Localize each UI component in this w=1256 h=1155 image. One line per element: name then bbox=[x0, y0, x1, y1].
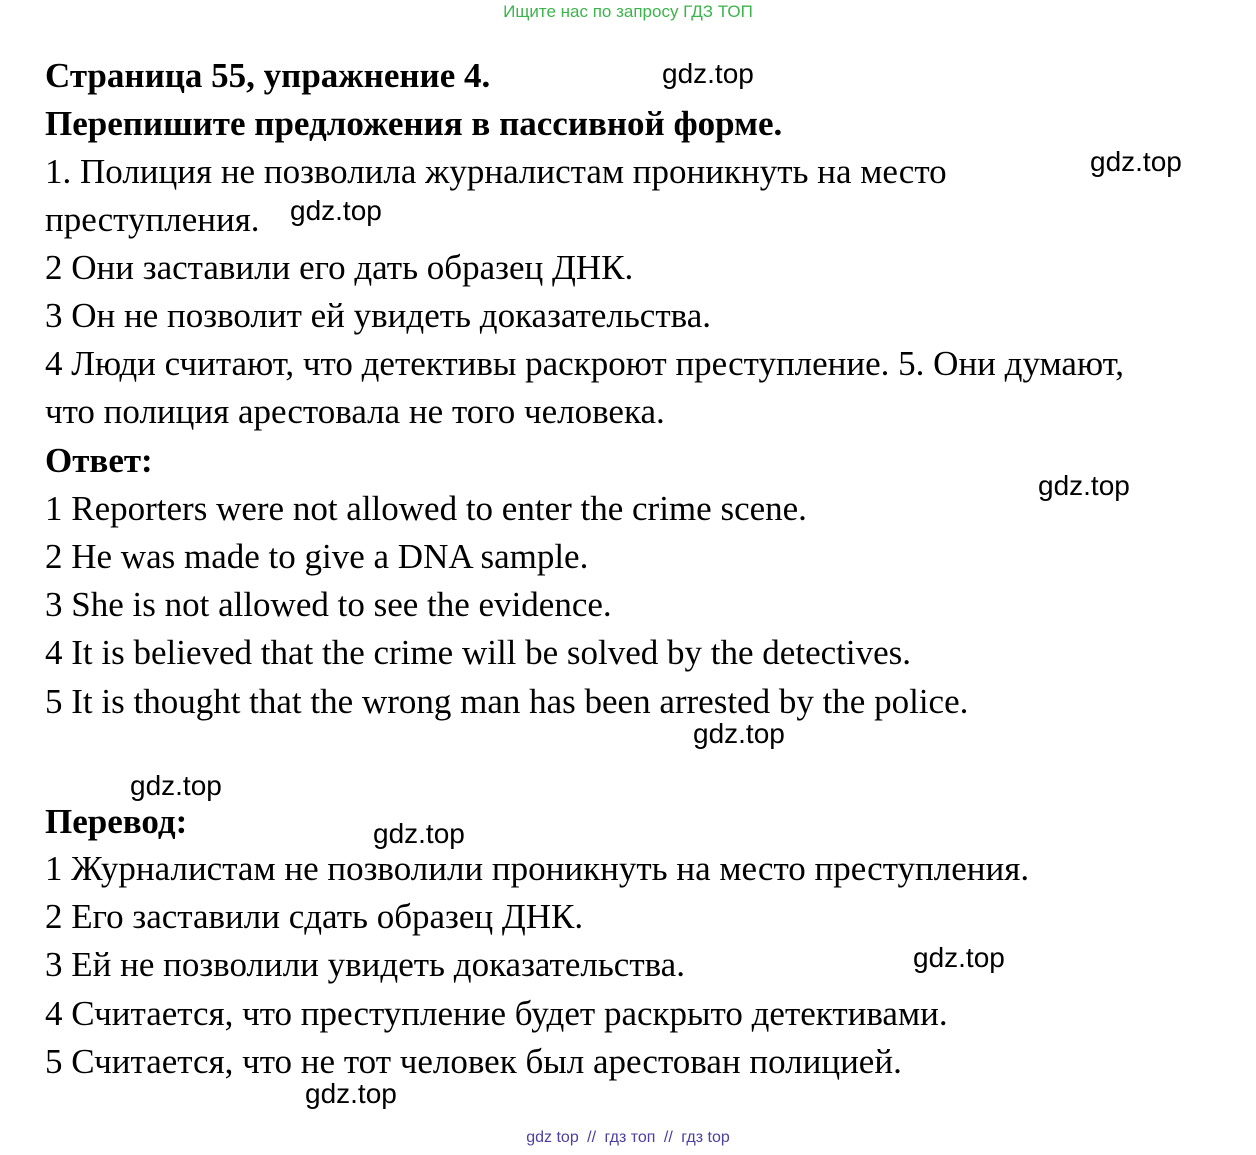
footer-separator: // bbox=[587, 1129, 597, 1146]
answer-line: 1 Reporters were not allowed to enter the crime scene. bbox=[45, 489, 807, 528]
watermark: gdz.top bbox=[305, 1078, 397, 1109]
task-line: 4 Люди считают, что детективы раскроют преступление. 5. Они думают, bbox=[45, 344, 1125, 383]
footer-link[interactable]: гдз top bbox=[681, 1129, 730, 1146]
footer-link[interactable]: gdz top bbox=[526, 1129, 579, 1146]
task-line: 3 Он не позволит ей увидеть доказательства. bbox=[45, 296, 711, 335]
footer-links bbox=[0, 1129, 1256, 1147]
answer-heading: Ответ: bbox=[45, 441, 153, 480]
task-line: преступления. bbox=[45, 200, 260, 239]
page-title: Страница 55, упражнение 4. bbox=[45, 56, 491, 95]
answer-line: 5 It is thought that the wrong man has been arrested by the police. bbox=[45, 682, 969, 721]
footer-link[interactable]: гдз топ bbox=[604, 1129, 656, 1146]
watermark: gdz.top bbox=[913, 942, 1005, 973]
translation-line: 1 Журналистам не позволили проникнуть на место преступления. bbox=[45, 849, 1030, 888]
translation-line: 2 Его заставили сдать образец ДНК. bbox=[45, 897, 584, 936]
task-line: что полиция арестовала не того человека. bbox=[45, 392, 665, 431]
watermark: gdz.top bbox=[130, 770, 222, 801]
footer-separator: // bbox=[663, 1129, 673, 1146]
task-line: 2 Они заставили его дать образец ДНК. bbox=[45, 248, 634, 287]
answer-line: 3 She is not allowed to see the evidence. bbox=[45, 585, 612, 624]
top-banner-link[interactable]: Ищите нас по запросу ГДЗ ТОП bbox=[503, 2, 753, 21]
translation-line: 4 Считается, что преступление будет раскрыто детективами. bbox=[45, 994, 948, 1033]
watermark: gdz.top bbox=[1090, 146, 1182, 177]
watermark: gdz.top bbox=[1038, 470, 1130, 501]
task-line: 1. Полиция не позволила журналистам проникнуть на место bbox=[45, 152, 947, 191]
answer-line: 4 It is believed that the crime will be solved by the detectives. bbox=[45, 633, 911, 672]
instruction: Перепишите предложения в пассивной форме. bbox=[45, 104, 783, 143]
answer-line: 2 He was made to give a DNA sample. bbox=[45, 537, 589, 576]
watermark: gdz.top bbox=[290, 195, 382, 226]
translation-line: 5 Считается, что не тот человек был арестован полицией. bbox=[45, 1042, 902, 1081]
watermark: gdz.top bbox=[693, 718, 785, 749]
translation-line: 3 Ей не позволили увидеть доказательства. bbox=[45, 945, 685, 984]
watermark: gdz.top bbox=[662, 58, 754, 89]
watermark: gdz.top bbox=[373, 818, 465, 849]
translation-heading: Перевод: bbox=[45, 802, 188, 841]
